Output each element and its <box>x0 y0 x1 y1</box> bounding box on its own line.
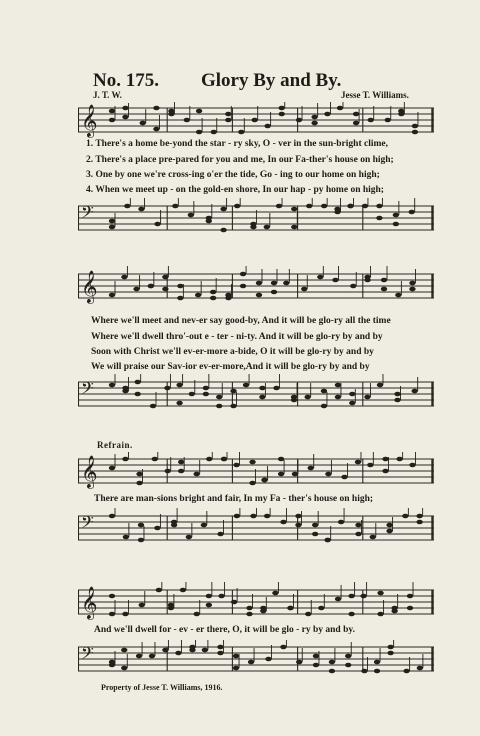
staff-bass <box>78 640 434 678</box>
hymn-number: No. 175. <box>93 70 159 91</box>
svg-text:𝄢: 𝄢 <box>81 378 94 402</box>
staff-bass <box>78 374 434 414</box>
staff-treble <box>78 452 434 490</box>
copyright-notice: Property of Jesse T. Williams, 1916. <box>101 683 223 692</box>
staff-bass <box>78 198 434 238</box>
verse-line: 3. One by one we're cross-ing o'er the tide, Go - ing to our home on high; <box>86 170 380 180</box>
lyricist-initials: J. T. W. <box>93 90 122 100</box>
staff-treble <box>78 582 434 622</box>
svg-text:𝄞: 𝄞 <box>81 270 98 303</box>
verse-line: Where we'll meet and nev-er say good-by, And it will be glo-ry all the time <box>91 316 391 326</box>
svg-text:𝄢: 𝄢 <box>81 202 94 226</box>
svg-text:𝄢: 𝄢 <box>81 643 94 667</box>
composer-credit: Jesse T. Williams. <box>341 90 409 100</box>
verse-line: 2. There's a place pre-pared for you and me, In our Fa-ther's house on high; <box>86 155 394 165</box>
verse-line: Where we'll dwell thro'-out e - ter - ni-ty. And it will be glo-ry by and by <box>91 332 383 342</box>
hymn-title: Glory By and By. <box>201 70 342 91</box>
svg-text:𝄞: 𝄞 <box>81 455 98 488</box>
svg-text:𝄞: 𝄞 <box>81 586 98 619</box>
staff-treble <box>78 102 434 138</box>
refrain-label: Refrain. <box>97 440 133 450</box>
staff-bass <box>78 508 434 548</box>
verse-line: Soon with Christ we'll ev-er-more a-bide, O it will be glo-ry by and by <box>91 347 374 357</box>
svg-text:𝄢: 𝄢 <box>81 512 94 536</box>
verse-line: 4. When we meet up - on the gold-en shore, In our hap - py home on high; <box>86 185 384 195</box>
staff-treble <box>78 266 434 306</box>
refrain-line: And we'll dwell for - ev - er there, O, it will be glo - ry by and by. <box>94 625 355 635</box>
verse-line: We will praise our Sav-ior ev-er-more,And it will be glo-ry by and by <box>91 362 370 372</box>
svg-text:𝄞: 𝄞 <box>81 104 98 137</box>
refrain-line: There are man-sions bright and fair, In my Fa - ther's house on high; <box>94 494 374 504</box>
verse-line: 1. There's a home be-yond the star - ry sky, O - ver in the sun-bright clime, <box>86 139 388 149</box>
